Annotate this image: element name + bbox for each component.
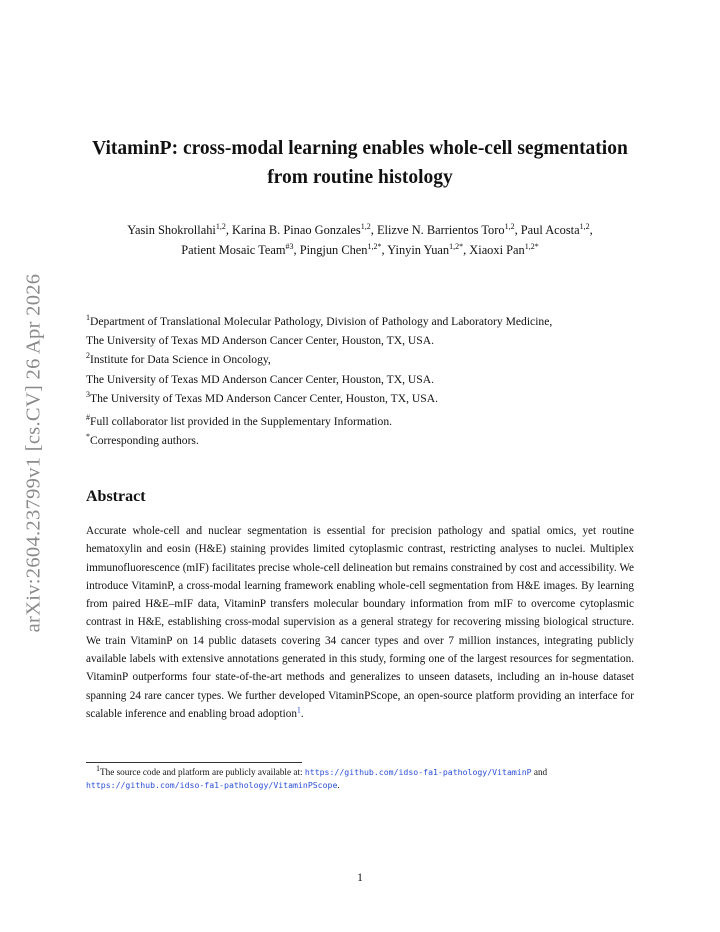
note-text: Full collaborator list provided in the Supplementary Information. (90, 415, 393, 429)
footnote-line-1 (86, 763, 634, 779)
author-name: Patient Mosaic Team (181, 243, 286, 257)
arxiv-id-text: arXiv:2604.23799v1 [cs.CV] 26 Apr 2026 (22, 273, 45, 633)
author-sep: , (293, 243, 300, 257)
title-line-2: from routine histology (267, 167, 453, 188)
note-mark: * (86, 432, 90, 442)
author-sep: , (370, 223, 377, 237)
code-repo-link[interactable]: https://github.com/idso-fa1-pathology/VitaminP (304, 767, 532, 777)
affil-text: The University of Texas MD Anderson Cancer Center, Houston, TX, USA. (90, 391, 438, 405)
affiliation-line: The University of Texas MD Anderson Cancer Center, Houston, TX, USA. (86, 372, 434, 386)
page-number: 1 (357, 872, 363, 884)
abstract-text: Accurate whole-cell and nuclear segmentation is essential for precision pathology and spatial omics, yet routine hematoxylin and eosin (H&E) staining provides limited cytoplasmic contrast, restricting analyses to nuclei. Multiplex immunofluorescence (mIF) facilitates precise whole-cell delineation but remains constrained by cost and accessibility. We introduce VitaminP, a cross-modal learning framework enabling whole-cell segmentation from H&E images. By learning from paired H&E–mIF data, VitaminP transfers molecular boundary information from mIF to overcome cytoplasmic contrast in H&E, establishing cross-modal supervision as a general strategy for recovering missing biological structure. We train VitaminP on 14 public datasets covering 34 cancer types and over 7 million instances, integrating publicly available labels with extensive annotations generated in this study, forming one of the largest resources for segmentation. VitaminP outperforms four state-of-the-art methods and generalizes to unseen datasets, including an in-house dataset spanning 24 rare cancer types. We further developed VitaminPScope, an open-source platform providing an interface for scalable inference and enabling broad adoption (86, 525, 634, 720)
affil-mark: 1 (86, 313, 90, 323)
abstract-body (86, 522, 634, 723)
author-affil-mark: 1,2* (449, 241, 464, 251)
footnote-mark: 1 (96, 763, 100, 773)
author-sep: , (225, 223, 233, 237)
footnote-end: . (337, 779, 340, 790)
platform-repo-link[interactable]: https://github.com/idso-fa1-pathology/VitaminPScope (86, 779, 338, 790)
author-affil-mark: 1,2* (524, 241, 539, 251)
author-list (80, 220, 640, 260)
abstract-heading: Abstract (86, 488, 146, 505)
paper-title (80, 134, 640, 192)
footnote-ref-link[interactable]: 1 (296, 705, 301, 715)
corresponding-note (86, 431, 646, 450)
footnote-rule (86, 762, 302, 763)
author-sep: , (463, 243, 470, 257)
author-line-2 (80, 240, 640, 260)
author-affil-mark: 1,2 (215, 221, 226, 231)
author-name: Elizve N. Barrientos Toro (376, 223, 505, 237)
title-line-1: VitaminP: cross-modal learning enables whole-cell segmentation (92, 138, 628, 159)
note-mark: # (86, 413, 90, 423)
affil-mark: 2 (86, 351, 90, 361)
author-affil-mark: #3 (285, 241, 294, 251)
author-name: Paul Acosta (520, 223, 580, 237)
affil-mark: 3 (86, 389, 90, 399)
affiliation-line (86, 350, 646, 369)
author-affil-mark: 1,2 (504, 221, 515, 231)
author-name: Yasin Shokrollahi (127, 223, 216, 237)
affiliation-line (86, 312, 646, 331)
abstract-end: . (300, 707, 304, 720)
affiliation-line: The University of Texas MD Anderson Cancer Center, Houston, TX, USA. (86, 334, 434, 348)
footnote-text: The source code and platform are publicly available at: (100, 767, 305, 777)
footnote-line-2 (86, 779, 634, 792)
collaborator-note (86, 412, 646, 431)
author-affil-mark: 1,2 (579, 221, 590, 231)
affiliation-line (86, 389, 646, 408)
author-name: Yinyin Yuan (387, 243, 450, 257)
author-name: Pingjun Chen (299, 243, 368, 257)
note-text: Corresponding authors. (90, 434, 199, 448)
footnote-text: and (531, 767, 548, 777)
author-name: Xiaoxi Pan (469, 243, 525, 257)
affiliations (86, 312, 646, 450)
author-sep: , (589, 223, 593, 237)
arxiv-identifier (14, 258, 54, 648)
author-name: Karina B. Pinao Gonzales (232, 223, 361, 237)
author-sep: , (514, 223, 521, 237)
author-affil-mark: 1,2* (367, 241, 382, 251)
author-affil-mark: 1,2 (360, 221, 371, 231)
author-sep: , (381, 243, 388, 257)
affil-text: Institute for Data Science in Oncology, (90, 353, 271, 367)
footnote (86, 763, 634, 791)
affil-text: Department of Translational Molecular Pathology, Division of Pathology and Laboratory Medicine, (90, 315, 553, 328)
author-line-1 (80, 220, 640, 240)
